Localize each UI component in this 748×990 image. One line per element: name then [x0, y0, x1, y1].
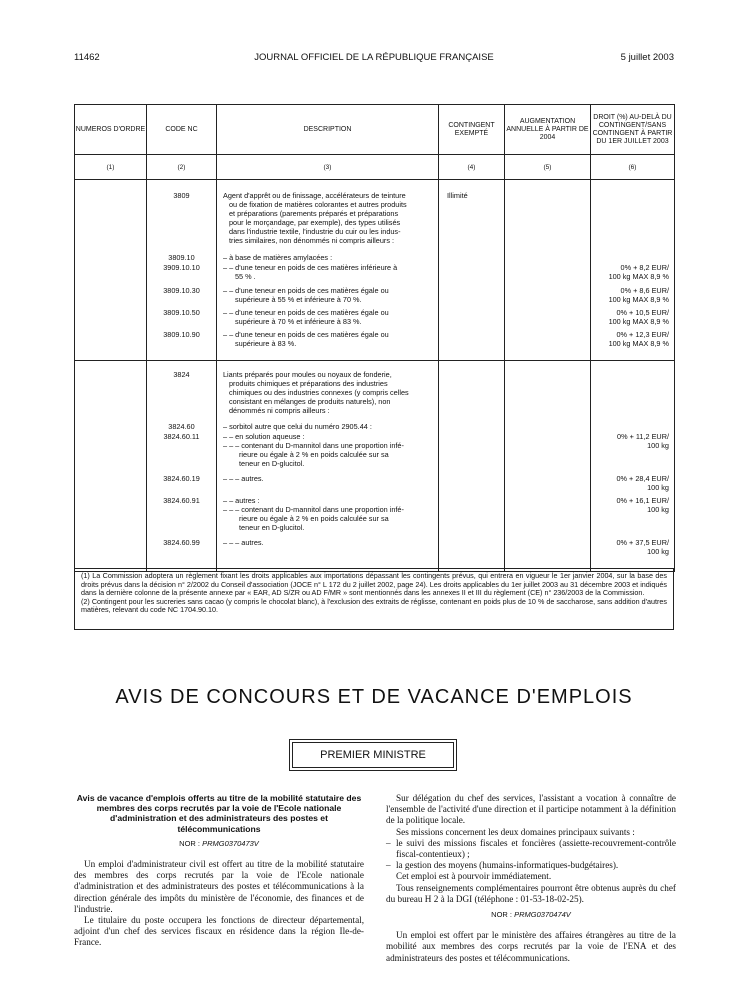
header-droit: DROIT (%) AU-DELÀ DU CONTINGENT/SANS CONTINGENT À PARTIR DU 1ER JUILLET 2003 — [591, 105, 675, 155]
code: 3824 — [173, 370, 190, 379]
description-line: – – – autres. — [223, 538, 264, 547]
droit-line: 100 kg MAX 8,9 % — [608, 295, 669, 304]
droits-3809 — [591, 180, 674, 360]
nor-label: NOR : — [491, 910, 513, 920]
droit-line: 100 kg — [647, 505, 669, 514]
header-description: DESCRIPTION — [217, 105, 439, 155]
description-line: rieure ou égale à 2 % en poids calculée sur sa — [239, 514, 389, 523]
colnum-5: (5) — [505, 155, 591, 180]
description-line: supérieure à 70 % et inférieure à 83 %. — [235, 317, 362, 326]
codes-3809 — [147, 180, 216, 360]
description-line: et préparations (parements préparés et préparations — [229, 209, 399, 218]
colnum-3: (3) — [217, 155, 439, 180]
colnum-6: (6) — [591, 155, 675, 180]
description-line: – – en solution aqueuse : — [223, 432, 305, 441]
description-3824 — [217, 361, 438, 571]
description-line: Liants préparés pour moules ou noyaux de fonderie, — [223, 370, 392, 379]
droit-line: 0% + 28,4 EUR/ — [616, 474, 669, 483]
droit-line: 0% + 12,3 EUR/ — [616, 330, 669, 339]
left-column — [74, 793, 364, 949]
description-line: – – – contenant du D-mannitol dans une proportion infé- — [223, 505, 404, 514]
nor-code: PRMG0370474V — [514, 910, 571, 920]
description-line: – – d'une teneur en poids de ces matières égale ou — [223, 330, 389, 339]
droit-line: 0% + 8,2 EUR/ — [620, 263, 669, 272]
description-line: dénommés ni compris ailleurs : — [229, 406, 330, 415]
description-line: rieure ou égale à 2 % en poids calculée sur sa — [239, 450, 389, 459]
droit-line: 0% + 37,5 EUR/ — [616, 538, 669, 547]
description-line: pour le morçandage, par exemple), des types utilisés — [229, 218, 401, 227]
code: 3809.10.90 — [163, 330, 200, 339]
header-numeros: NUMEROS D'ORDRE — [75, 105, 147, 155]
description-line: – – – contenant du D-mannitol dans une proportion infé- — [223, 441, 404, 450]
nor-reference — [74, 838, 364, 849]
nor-code: PRMG0370473V — [202, 838, 259, 848]
tariff-table — [74, 104, 675, 572]
paragraph: Le titulaire du poste occupera les fonctions de directeur départemental, adjoint d'un chef des services fiscaux en résidence dans la région Ile-de-France. — [74, 915, 364, 948]
section-heading: AVIS DE CONCOURS ET DE VACANCE D'EMPLOIS — [115, 686, 633, 708]
publication-date: 5 juillet 2003 — [620, 52, 674, 63]
description-line: produits chimiques et préparations des industries — [229, 379, 388, 388]
droit-line: 0% + 8,6 EUR/ — [620, 286, 669, 295]
droit-line: 100 kg — [647, 547, 669, 556]
code: 3824.60 — [168, 422, 195, 431]
description-line: tries similaires, non dénommés ni compris ailleurs : — [229, 236, 395, 245]
ministry-box: PREMIER MINISTRE — [292, 742, 454, 768]
footnote-1: (1) La Commission adoptera un règlement fixant les droits applicables aux importations dépassant les contingents prévus, qui entrera en vigueur le 1er janvier 2004, sur la base des droits prévus dans la décision n° 2/2002 du Conseil d'association (JOCE n° L 172 du 2 juillet 2002, page 24). Les droits applicables du 1er juillet 2003 au 31 décembre 2003 et indiqués dans la dernière colonne de la présente annexe par « EAR, AD S/ZR ou AD F/MR » sont mentionnés dans les annexes II et III du règlement (CE) n° 236/2003 de la Commission. — [81, 571, 667, 598]
colnum-4: (4) — [439, 155, 505, 180]
table-footnotes — [74, 568, 674, 630]
table-row — [75, 180, 675, 361]
description-line: – à base de matières amylacées : — [223, 253, 333, 262]
description-line: teneur en D-glucitol. — [239, 523, 305, 532]
description-line: – – d'une teneur en poids de ces matières égale ou — [223, 308, 389, 317]
paragraph: Sur délégation du chef des services, l'assistant a vocation à connaître de l'ensemble de l'activité d'une direction et il participe notamment à la définition de la politique locale. — [386, 793, 676, 826]
description-line: – – d'une teneur en poids de ces matières égale ou — [223, 286, 389, 295]
code: 3824.60.99 — [163, 538, 200, 547]
code: 3909.10.10 — [163, 263, 200, 272]
page-number: 11462 — [74, 52, 100, 63]
paragraph: Un emploi d'administrateur civil est offert au titre de la mobilité statutaire des membres des corps recrutés par la voie de l'Ecole nationale d'administration et des administrateurs des postes et télécommunications à la direction générale des impôts du ministère de l'économie, des finances et de l'industrie. — [74, 859, 364, 914]
bullet-item: – le suivi des missions fiscales et foncières (assiette-recouvrement-contrôle fiscal-contentieux) ; — [386, 838, 676, 860]
code: 3809.10 — [168, 253, 195, 262]
droits-3824 — [591, 361, 674, 571]
codes-3824 — [147, 361, 216, 571]
header-augmentation: AUGMENTATION ANNUELLE À PARTIR DE 2004 — [505, 105, 591, 155]
journal-title: JOURNAL OFFICIEL DE LA RÉPUBLIQUE FRANÇAISE — [254, 52, 494, 63]
paragraph: Un emploi est offert par le ministère des affaires étrangères au titre de la mobilité aux membres des corps recrutés par la voie de l'ENA et des administrateurs des postes et télécommunications. — [386, 930, 676, 963]
paragraph: Cet emploi est à pourvoir immédiatement. — [396, 871, 552, 882]
code: 3809 — [173, 191, 190, 200]
code: 3809.10.30 — [163, 286, 200, 295]
right-column — [386, 793, 676, 964]
description-line: – sorbitol autre que celui du numéro 2905.44 : — [223, 422, 372, 431]
description-line: dans l'industrie textile, l'industrie du cuir ou les indus- — [229, 227, 401, 236]
droit-line: 100 kg — [647, 483, 669, 492]
description-line: chimiques ou des industries connexes (y compris celles — [229, 388, 409, 397]
droit-line: 0% + 10,5 EUR/ — [616, 308, 669, 317]
description-line: Agent d'apprêt ou de finissage, accélérateurs de teinture — [223, 191, 406, 200]
description-line: ou de fixation de matières colorantes et autres produits — [229, 200, 407, 209]
footnote-2: (2) Contingent pour les sucreries sans cacao (y compris le chocolat blanc), à l'exclusion des extraits de réglisse, contenant en poids plus de 10 % de saccharose, sans addition d'autres matières, relevant du code NC 1704.90.10. — [81, 596, 667, 615]
notice-title: Avis de vacance d'emplois offerts au titre de la mobilité statutaire des membres des corps recrutés par la voie de l'Ecole nationale d'administration et des administrateurs des postes et télécommunications — [76, 793, 362, 834]
code: 3824.60.19 — [163, 474, 200, 483]
droit-line: 100 kg — [647, 441, 669, 450]
description-line: 55 % . — [235, 272, 256, 281]
nor-label: NOR : — [179, 838, 201, 848]
droit-line: 0% + 11,2 EUR/ — [617, 432, 669, 441]
droit-line: 100 kg MAX 8,9 % — [608, 339, 669, 348]
description-line: – – autres : — [223, 496, 260, 505]
description-line: – – d'une teneur en poids de ces matières inférieure à — [223, 263, 398, 272]
droit-line: 0% + 16,1 EUR/ — [616, 496, 669, 505]
contingent-value: Illimité — [447, 191, 468, 200]
bullet-item: – la gestion des moyens (humains-informatiques-budgétaires). — [386, 860, 676, 871]
header-contingent: CONTINGENT EXEMPTÉ — [439, 105, 505, 155]
description-line: supérieure à 83 %. — [235, 339, 297, 348]
paragraph: Ses missions concernent les deux domaines principaux suivants : — [396, 826, 635, 837]
description-line: consistant en mélanges de produits naturels), non — [229, 397, 391, 406]
code: 3824.60.11 — [163, 432, 200, 441]
colnum-1: (1) — [75, 155, 147, 180]
paragraph: Tous renseignements complémentaires pourront être obtenus auprès du chef du bureau H 2 à la DGI (téléphone : 01-53-18-02-25). — [386, 882, 676, 904]
droit-line: 100 kg MAX 8,9 % — [608, 272, 669, 281]
description-3809 — [217, 180, 438, 360]
nor-reference — [386, 909, 676, 920]
droit-line: 100 kg MAX 8,9 % — [608, 317, 669, 326]
code: 3809.10.50 — [163, 308, 200, 317]
table-row — [75, 361, 675, 572]
description-line: supérieure à 55 % et inférieure à 70 %. — [235, 295, 362, 304]
code: 3824.60.91 — [163, 496, 200, 505]
description-line: – – – autres. — [223, 474, 264, 483]
header-code-nc: CODE NC — [147, 105, 217, 155]
colnum-2: (2) — [147, 155, 217, 180]
description-line: teneur en D-glucitol. — [239, 459, 305, 468]
